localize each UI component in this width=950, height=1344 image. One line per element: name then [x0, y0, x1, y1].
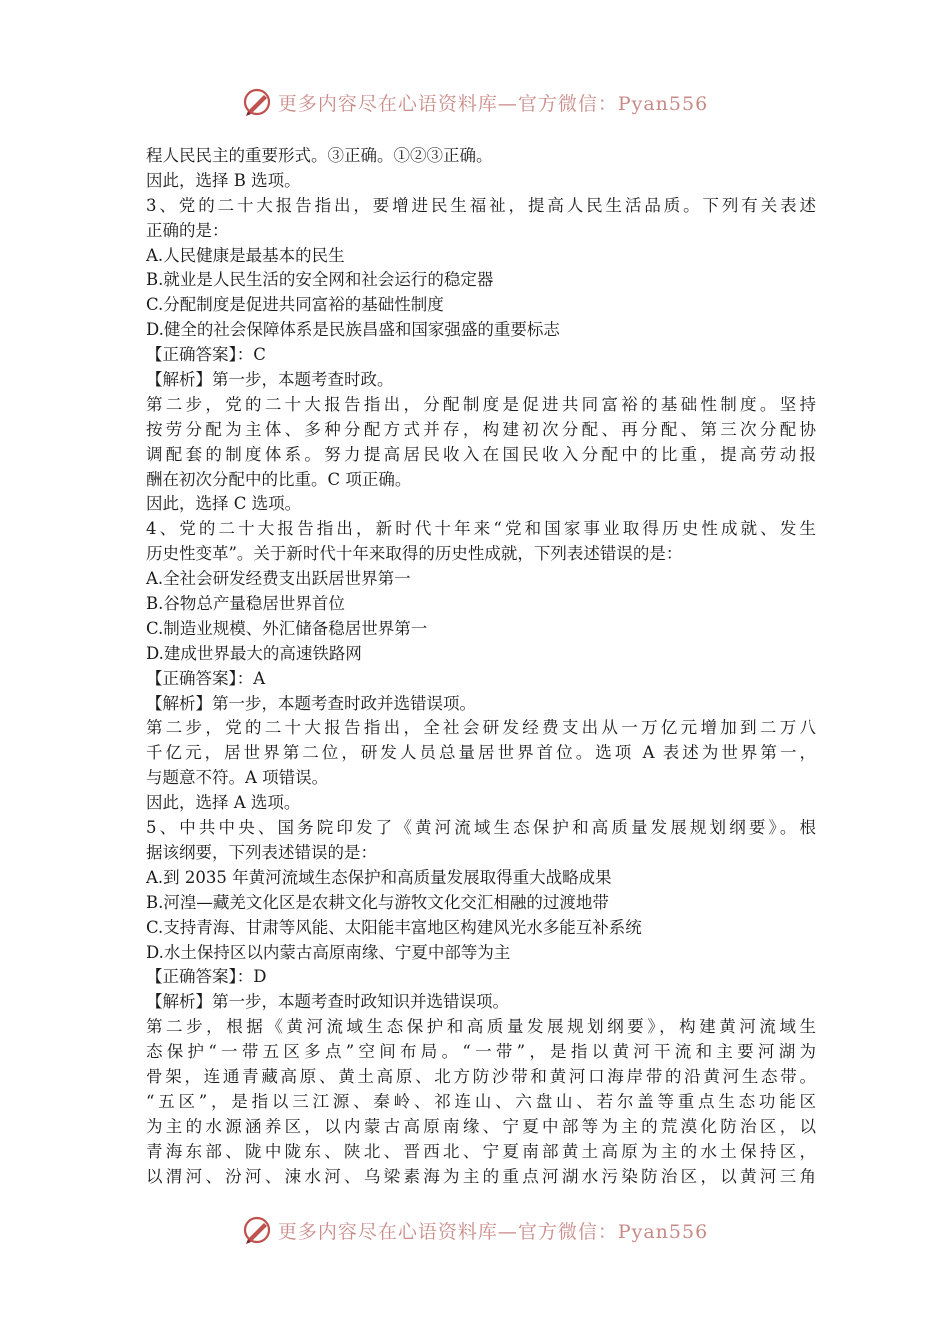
- text-line: 【解析】第一步，本题考查时政。: [146, 370, 394, 390]
- text-line: D.建成世界最大的高速铁路网: [146, 643, 362, 663]
- text-line: 与题意不符。A 项错误。: [146, 768, 329, 788]
- text-line: D.健全的社会保障体系是民族昌盛和国家强盛的重要标志: [146, 320, 560, 340]
- text-line: 因此，选择 A 选项。: [146, 793, 301, 813]
- text-line: 第二步，党的二十大报告指出，分配制度是促进共同富裕的基础性制度。坚持: [146, 394, 816, 414]
- banner-text: 更多内容尽在心语资料库—官方微信：Pyan556: [277, 1220, 709, 1243]
- text-line: 按劳分配为主体、多种分配方式并存，构建初次分配、再分配、第三次分配协: [146, 419, 816, 439]
- text-line: 历史性变革”。关于新时代十年来取得的历史性成就，下列表述错误的是：: [146, 544, 683, 564]
- banner-text: 更多内容尽在心语资料库—官方微信：Pyan556: [277, 92, 709, 115]
- pen-logo-icon: [242, 1215, 272, 1245]
- text-line: 【解析】第一步，本题考查时政并选错误项。: [146, 693, 476, 713]
- text-line: B.河湟—藏羌文化区是农耕文化与游牧文化交汇相融的过渡地带: [146, 892, 609, 912]
- text-line: 【正确答案】：C: [146, 345, 266, 365]
- text-line: 正确的是：: [146, 220, 229, 240]
- text-line: 【正确答案】：A: [146, 668, 266, 688]
- text-line: 调配套的制度体系。努力提高居民收入在国民收入分配中的比重，提高劳动报: [146, 444, 816, 464]
- text-line: 据该纲要，下列表述错误的是：: [146, 842, 377, 862]
- footer-banner: [0, 1210, 950, 1250]
- text-line: 程人民民主的重要形式。③正确。①②③正确。: [146, 146, 493, 165]
- text-line: A.人民健康是最基本的民生: [146, 245, 345, 265]
- text-line: C.支持青海、甘肃等风能、太阳能丰富地区构建风光水多能互补系统: [146, 917, 642, 937]
- text-line: 【正确答案】：D: [146, 967, 267, 987]
- header-banner: [0, 82, 950, 122]
- text-line: 骨架，连通青藏高原、黄土高原、北方防沙带和黄河口海岸带的沿黄河生态带。: [146, 1066, 816, 1086]
- text-line: “五区”，是指以三江源、秦岭、祁连山、六盘山、若尔盖等重点生态功能区: [146, 1091, 816, 1111]
- text-line: 【解析】第一步，本题考查时政知识并选错误项。: [146, 992, 509, 1012]
- text-line: 以渭河、汾河、涑水河、乌梁素海为主的重点河湖水污染防治区，以黄河三角: [146, 1166, 816, 1186]
- pen-logo-icon: [242, 87, 272, 117]
- text-line: 酬在初次分配中的比重。C 项正确。: [146, 469, 412, 489]
- text-line: 因此，选择 C 选项。: [146, 494, 302, 514]
- text-line: 为主的水源涵养区，以内蒙古高原南缘、宁夏中部等为主的荒漠化防治区，以: [146, 1116, 816, 1136]
- text-line: 青海东部、陇中陇东、陕北、晋西北、宁夏南部黄土高原为主的水土保持区，: [146, 1141, 816, 1161]
- text-line: C.制造业规模、外汇储备稳居世界第一: [146, 618, 428, 638]
- text-line: 因此，选择 B 选项。: [146, 170, 301, 190]
- text-line: A.全社会研发经费支出跃居世界第一: [146, 569, 411, 589]
- text-line: B.就业是人民生活的安全网和社会运行的稳定器: [146, 270, 494, 290]
- text-line: 态保护“一带五区多点”空间布局。“一带”，是指以黄河干流和主要河湖为: [146, 1042, 816, 1062]
- text-line: D.水土保持区以内蒙古高原南缘、宁夏中部等为主: [146, 942, 511, 962]
- text-line: 3、党的二十大报告指出，要增进民生福祉，提高人民生活品质。下列有关表述: [146, 195, 816, 215]
- text-line: 4、党的二十大报告指出，新时代十年来“党和国家事业取得历史性成就、发生: [146, 519, 816, 539]
- text-line: 5、中共中央、国务院印发了《黄河流域生态保护和高质量发展规划纲要》。根: [146, 818, 816, 838]
- document-body: [146, 144, 816, 1189]
- text-line: B.谷物总产量稳居世界首位: [146, 594, 345, 614]
- text-line: 千亿元，居世界第二位，研发人员总量居世界首位。选项 A 表述为世界第一，: [146, 743, 816, 763]
- text-line: 第二步，根据《黄河流域生态保护和高质量发展规划纲要》，构建黄河流域生: [146, 1017, 816, 1037]
- text-line: A.到 2035 年黄河流域生态保护和高质量发展取得重大战略成果: [146, 867, 612, 887]
- text-line: C.分配制度是促进共同富裕的基础性制度: [146, 295, 444, 315]
- text-line: 第二步，党的二十大报告指出，全社会研发经费支出从一万亿元增加到二万八: [146, 718, 816, 738]
